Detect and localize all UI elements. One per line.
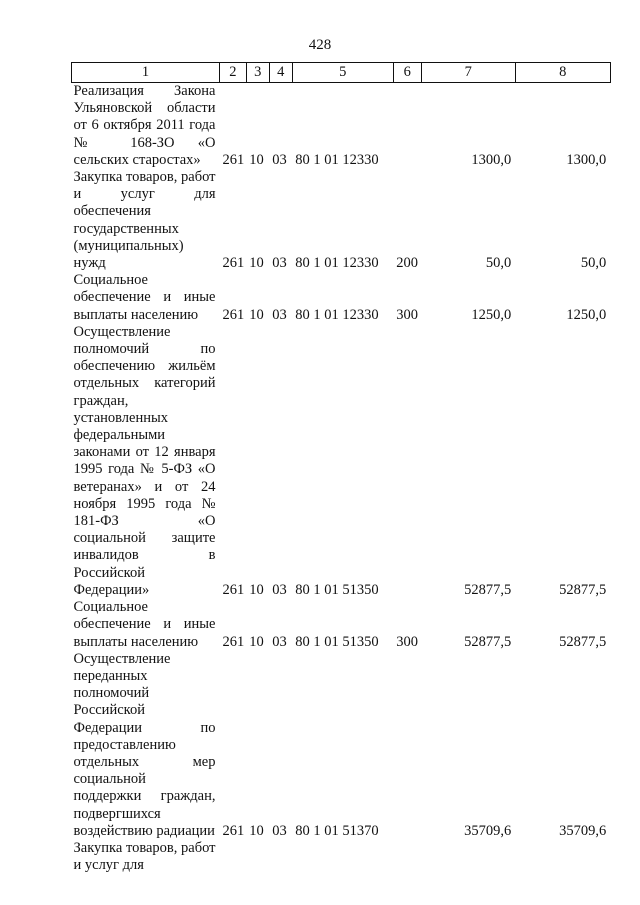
table-row	[72, 651, 611, 840]
column-header: 3	[246, 63, 269, 83]
cell-c7: 1300,0	[471, 151, 512, 168]
cell-c8: 1300,0	[566, 151, 607, 168]
cell-c4: 03	[272, 151, 287, 168]
row-name: Закупка товаров, работ и услуг для обеспечения государственных (муниципальных) нужд	[73, 169, 216, 272]
cell-c5: 80 1 01 12330	[295, 151, 379, 168]
cell-c7: 50,0	[485, 255, 512, 272]
column-header: 4	[269, 63, 292, 83]
table-row	[72, 840, 611, 874]
column-header: 6	[393, 63, 421, 83]
cell-c5: 80 1 01 12330	[295, 306, 379, 323]
cell-c4: 03	[272, 822, 287, 839]
cell-c5: 80 1 01 51350	[295, 633, 379, 650]
cell-c7: 1250,0	[471, 306, 512, 323]
cell-c3: 10	[249, 633, 264, 650]
table-header-row	[72, 63, 611, 83]
cell-c6	[393, 324, 421, 599]
cell-c3: 10	[249, 255, 264, 272]
cell-c4: 03	[272, 581, 287, 598]
cell-c5	[292, 840, 393, 874]
cell-c8: 1250,0	[566, 306, 607, 323]
budget-table	[71, 62, 611, 874]
cell-c6	[393, 651, 421, 840]
table-row	[72, 83, 611, 170]
cell-c2	[220, 840, 247, 874]
cell-c4	[269, 840, 292, 874]
column-header: 2	[220, 63, 247, 83]
column-header: 7	[421, 63, 515, 83]
table-row	[72, 324, 611, 599]
cell-c2: 261	[222, 306, 245, 323]
column-header: 8	[515, 63, 610, 83]
cell-c6	[393, 840, 421, 874]
cell-c4: 03	[272, 306, 287, 323]
cell-c2: 261	[222, 581, 245, 598]
cell-c8	[515, 840, 610, 874]
cell-c3: 10	[249, 306, 264, 323]
cell-c3	[246, 840, 269, 874]
row-name: Социальное обеспечение и иные выплаты населению	[73, 599, 216, 650]
cell-c6	[393, 83, 421, 170]
column-header: 5	[292, 63, 393, 83]
cell-c8: 35709,6	[559, 822, 607, 839]
cell-c6: 200	[396, 255, 418, 272]
row-name: Осуществление переданных полномочий Российской Федерации по предоставлению отдельных мер социальной поддержки граждан, подвергшихся воздействию радиации	[73, 650, 216, 839]
table-row	[72, 169, 611, 272]
row-name: Социальное обеспечение и иные выплаты населению	[73, 272, 216, 323]
cell-c7: 35709,6	[464, 822, 512, 839]
column-header: 1	[72, 63, 220, 83]
row-name: Осуществление полномочий по обеспечению жильём отдельных категорий граждан, установленных федеральными законами от 12 января 1995 года № 5-ФЗ «О ветеранах» и от 24 ноября 1995 года № 181-ФЗ «О социальной защите инвалидов в Российской Федерации»	[73, 323, 216, 598]
cell-c2: 261	[222, 822, 245, 839]
cell-c2: 261	[222, 151, 245, 168]
cell-c4: 03	[272, 255, 287, 272]
cell-c2: 261	[222, 255, 245, 272]
cell-c5: 80 1 01 12330	[295, 255, 379, 272]
cell-c8: 50,0	[580, 255, 607, 272]
cell-c7: 52877,5	[464, 633, 512, 650]
cell-c7: 52877,5	[464, 581, 512, 598]
cell-c3: 10	[249, 822, 264, 839]
cell-c5: 80 1 01 51370	[295, 822, 379, 839]
page-number: 428	[308, 37, 332, 53]
cell-c2: 261	[222, 633, 245, 650]
cell-c4: 03	[272, 633, 287, 650]
cell-c6: 300	[396, 306, 418, 323]
table-row	[72, 272, 611, 324]
cell-c7	[421, 840, 515, 874]
cell-c8: 52877,5	[559, 633, 607, 650]
cell-c6: 300	[396, 633, 418, 650]
table-row	[72, 599, 611, 651]
cell-c8: 52877,5	[559, 581, 607, 598]
cell-c5: 80 1 01 51350	[295, 581, 379, 598]
row-name: Реализация Закона Ульяновской области от 6 октября 2011 года № 168-ЗО «О сельских старостах»	[73, 83, 216, 168]
cell-c3: 10	[249, 151, 264, 168]
row-name: Закупка товаров, работ и услуг для	[73, 839, 216, 874]
cell-c3: 10	[249, 581, 264, 598]
